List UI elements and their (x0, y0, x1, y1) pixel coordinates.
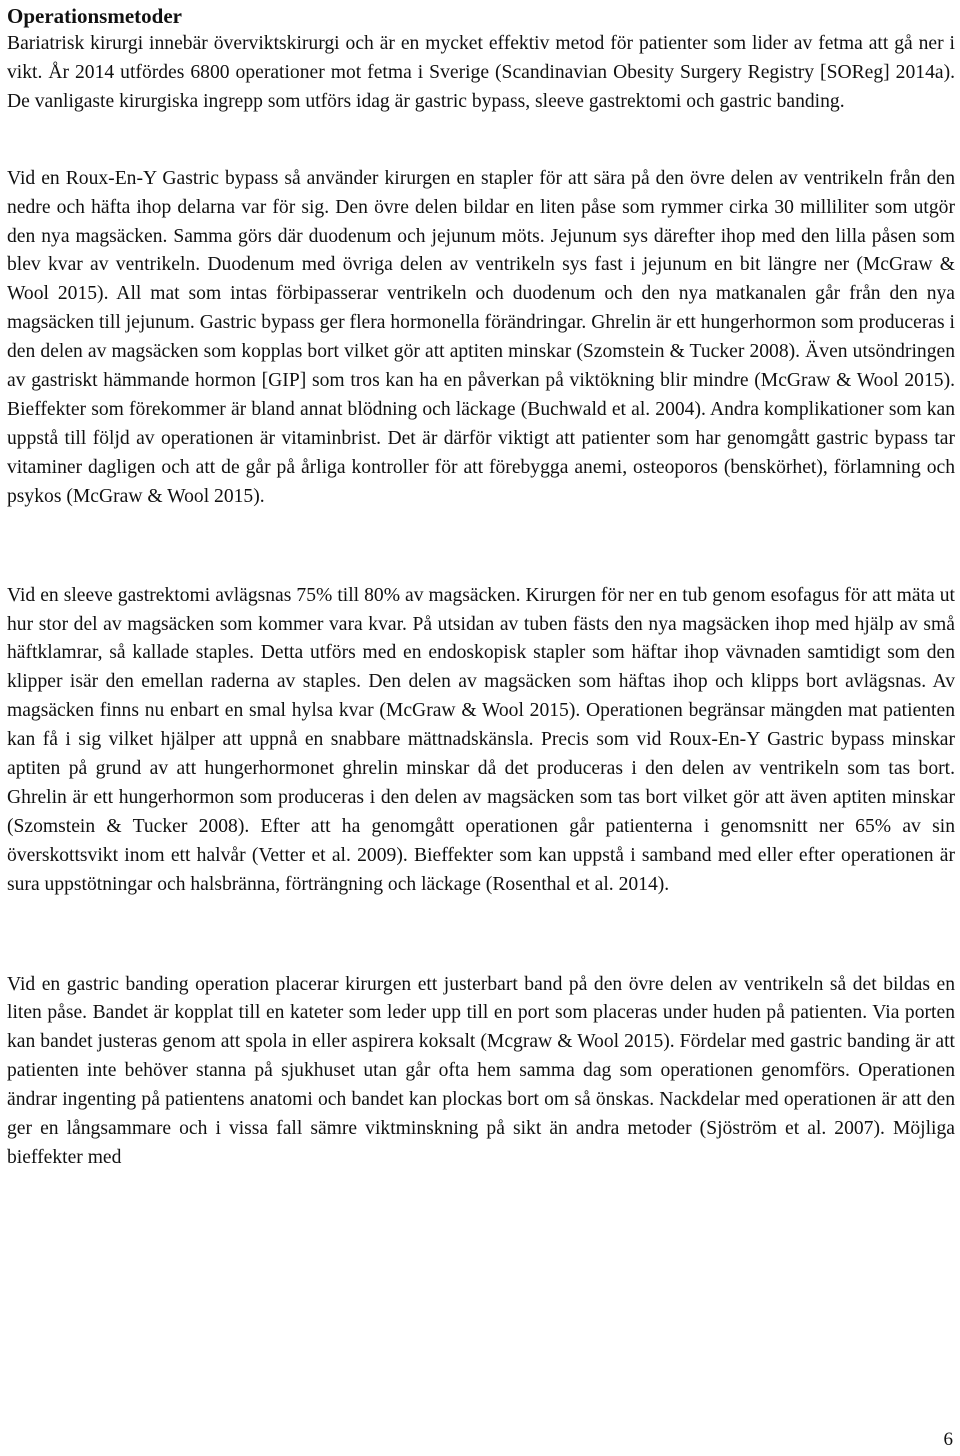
paragraph-gastric-bypass: Vid en Roux-En-Y Gastric bypass så använder kirurgen en stapler för att sära på den övre delen av ventrikeln från den nedre och häfta ihop delarna var för sig. Den övre delen bildar en liten påse som rymmer cirka 30 milliliter som utgör den nya magsäcken. Samma görs där duodenum och jejunum möts. Jejunum sys därefter ihop med den lilla påsen som blev kvar av ventrikeln. Duodenum med övriga delen av ventrikeln sys fast i jejunum en bit längre ner (McGraw & Wool 2015). All mat som intas förbipasserar ventrikeln och duodenum och den nya matkanalen går från den nya magsäcken till jejunum. Gastric bypass ger flera hormonella förändringar. Ghrelin är ett hungerhormon som produceras i den delen av magsäcken som kopplas bort vilket gör att aptiten minskar (Szomstein & Tucker 2008). Även utsöndringen av gastriskt hämmande hormon [GIP] som tros kan ha en påverkan på viktökning blir mindre (McGraw & Wool 2015). Bieffekter som förekommer är bland annat blödning och läckage (Buchwald et al. 2004). Andra komplikationer som kan uppstå till följd av operationen är vitaminbrist. Det är därför viktigt att patienter som har genomgått gastric bypass tar vitaminer dagligen och att de går på årliga kontroller för att förebygga anemi, osteoporos (benskörhet), förlamning och psykos (McGraw & Wool 2015). (7, 167, 955, 507)
page-number: 6 (943, 1429, 953, 1450)
paragraph-intro: Bariatrisk kirurgi innebär överviktskirurgi och är en mycket effektiv metod för patienter som lider av fetma att gå ner i vikt. År 2014 utfördes 6800 operationer mot fetma i Sverige (Scandinavian Obesity Surgery Registry [SOReg] 2014a). De vanligaste kirurgiska ingrepp som utförs idag är gastric bypass, sleeve gastrektomi och gastric banding. (7, 33, 955, 112)
document-page (7, 0, 955, 1173)
section-heading: Operationsmetoder (7, 4, 182, 28)
paragraph-gastric-banding: Vid en gastric banding operation placerar kirurgen ett justerbart band på den övre delen av ventrikeln så det bildas en liten påse. Bandet är kopplat till en kateter som leder upp till en port som placeras under huden på patienten. Via porten kan bandet justeras genom att spola in eller aspirera koksalt (Mcgraw & Wool 2015). Fördelar med gastric banding är att patienten inte behöver stanna på sjukhuset utan går ofta hem samma dag som operationen genomförs. Operationen ändrar ingenting på patientens anatomi och bandet kan plockas bort om så önskas. Nackdelar med operationen är att den ger en långsammare och i vissa fall sämre viktminskning på sikt än andra metoder (Sjöström et al. 2007). Möjliga bieffekter med (7, 973, 955, 1168)
paragraph-sleeve-gastrektomi: Vid en sleeve gastrektomi avlägsnas 75% till 80% av magsäcken. Kirurgen för ner en tub genom esofagus för att mäta ut hur stor del av magsäcken som kommer vara kvar. På utsidan av tuben fästs den nya magsäcken ihop med hjälp av små häftklamrar, så kallade staples. Detta utförs med en endoskopisk stapler som häftar ihop vävnaden samtidigt som den klipper isär den emellan raderna av staples. Den delen av magsäcken som häftas ihop och klipps bort avlägsnas. Av magsäcken finns nu enbart en smal hylsa kvar (McGraw & Wool 2015). Operationen begränsar mängden mat patienten kan få i sig vilket hjälper att uppnå en snabbare mättnadskänsla. Precis som vid Roux-En-Y Gastric bypass minskar aptiten på grund av att hungerhormonet ghrelin minskar då det produceras i den delen av ventrikeln som tas bort. Ghrelin är ett hungerhormon som produceras i den delen av magsäcken som tas bort vilket gör att även aptiten minskar (Szomstein & Tucker 2008). Efter att ha genomgått operationen går patienterna i genomsnitt ner 65% av sin överskottsvikt inom ett halvår (Vetter et al. 2009). Bieffekter som kan uppstå i samband med eller efter operationen är sura uppstötningar och halsbränna, förträngning och läckage (Rosenthal et al. 2014). (7, 584, 955, 895)
